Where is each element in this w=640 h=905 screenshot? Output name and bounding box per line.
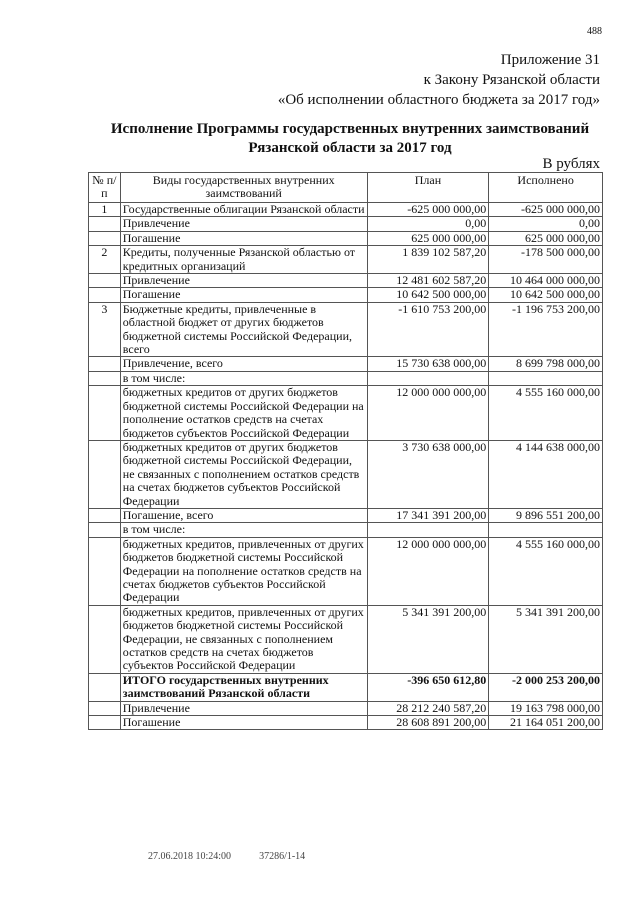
cell-executed: 4 144 638 000,00 — [489, 440, 603, 508]
cell-plan: 28 608 891 200,00 — [367, 716, 489, 730]
cell-number — [89, 217, 121, 231]
cell-type: Государственные облигации Рязанской области — [120, 203, 367, 217]
page-number: 488 — [587, 26, 602, 37]
appendix-line-3: «Об исполнении областного бюджета за 2017 год» — [277, 92, 600, 108]
cell-type: Бюджетные кредиты, привлеченные в областной бюджет от других бюджетов бюджетной системы Российской Федерации, всего — [120, 302, 367, 357]
cell-plan: 15 730 638 000,00 — [367, 357, 489, 371]
table-row — [89, 605, 603, 673]
footer-timestamp: 27.06.2018 10:24:00 — [148, 851, 232, 862]
cell-plan: -396 650 612,80 — [367, 673, 489, 701]
cell-number: 2 — [89, 246, 121, 274]
cell-plan: 3 730 638 000,00 — [367, 440, 489, 508]
appendix-line-1: Приложение 31 — [500, 52, 600, 68]
cell-type: бюджетных кредитов от других бюджетов бюджетной системы Российской Федерации на пополнение остатков средств на счетах бюджетов субъектов Российской Федерации — [120, 386, 367, 441]
cell-plan: -1 610 753 200,00 — [367, 302, 489, 357]
table-row — [89, 673, 603, 701]
cell-number — [89, 523, 121, 537]
cell-executed: -1 196 753 200,00 — [489, 302, 603, 357]
cell-plan: 0,00 — [367, 217, 489, 231]
table-row — [89, 231, 603, 245]
cell-number — [89, 508, 121, 522]
cell-executed: 10 642 500 000,00 — [489, 288, 603, 302]
table-row — [89, 203, 603, 217]
cell-type: бюджетных кредитов, привлеченных от других бюджетов бюджетной системы Российской Федерации на пополнение остатков средств на счетах бюджетов субъектов Российской Федерации — [120, 537, 367, 605]
cell-plan — [367, 371, 489, 385]
borrowing-table — [88, 172, 603, 730]
cell-plan: 12 000 000 000,00 — [367, 537, 489, 605]
footer — [148, 851, 305, 862]
cell-plan: 12 481 602 587,20 — [367, 274, 489, 288]
cell-number — [89, 357, 121, 371]
cell-plan: -625 000 000,00 — [367, 203, 489, 217]
table-row — [89, 371, 603, 385]
appendix-header — [278, 50, 600, 110]
document-title — [0, 120, 640, 158]
appendix-line-2: к Закону Рязанской области — [423, 72, 600, 88]
cell-plan: 12 000 000 000,00 — [367, 386, 489, 441]
cell-executed: 9 896 551 200,00 — [489, 508, 603, 522]
header-plan: План — [367, 173, 489, 203]
cell-executed: 4 555 160 000,00 — [489, 537, 603, 605]
cell-type: Привлечение — [120, 701, 367, 715]
cell-number — [89, 288, 121, 302]
cell-executed: 5 341 391 200,00 — [489, 605, 603, 673]
cell-number — [89, 440, 121, 508]
cell-executed: -178 500 000,00 — [489, 246, 603, 274]
cell-type: Привлечение, всего — [120, 357, 367, 371]
cell-executed — [489, 371, 603, 385]
cell-plan: 28 212 240 587,20 — [367, 701, 489, 715]
cell-plan: 17 341 391 200,00 — [367, 508, 489, 522]
cell-type: Погашение — [120, 231, 367, 245]
table-row — [89, 537, 603, 605]
cell-executed: 0,00 — [489, 217, 603, 231]
table-row — [89, 386, 603, 441]
currency-note: В рублях — [542, 156, 600, 172]
cell-executed: 625 000 000,00 — [489, 231, 603, 245]
cell-executed: -625 000 000,00 — [489, 203, 603, 217]
cell-executed: 8 699 798 000,00 — [489, 357, 603, 371]
cell-number — [89, 371, 121, 385]
title-line-1: Исполнение Программы государственных внутренних заимствований — [110, 121, 590, 137]
cell-type: в том числе: — [120, 371, 367, 385]
cell-type: Погашение, всего — [120, 508, 367, 522]
header-executed: Исполнено — [489, 173, 603, 203]
cell-number: 3 — [89, 302, 121, 357]
table-row — [89, 274, 603, 288]
cell-plan: 5 341 391 200,00 — [367, 605, 489, 673]
cell-plan: 625 000 000,00 — [367, 231, 489, 245]
cell-executed: 4 555 160 000,00 — [489, 386, 603, 441]
cell-executed: -2 000 253 200,00 — [489, 673, 603, 701]
cell-type: бюджетных кредитов, привлеченных от других бюджетов бюджетной системы Российской Федерации, не связанных с пополнением остатков средств на счетах бюджетов субъектов Российской Федерации — [120, 605, 367, 673]
cell-executed — [489, 523, 603, 537]
cell-type: Привлечение — [120, 217, 367, 231]
table-row — [89, 217, 603, 231]
cell-executed: 21 164 051 200,00 — [489, 716, 603, 730]
table-row — [89, 357, 603, 371]
table-row — [89, 508, 603, 522]
cell-type: Кредиты, полученные Рязанской областью от кредитных организаций — [120, 246, 367, 274]
cell-executed: 19 163 798 000,00 — [489, 701, 603, 715]
cell-number — [89, 386, 121, 441]
cell-type: бюджетных кредитов от других бюджетов бюджетной системы Российской Федерации, не связанных с пополнением остатков средств на счетах бюджетов субъектов Российской Федерации — [120, 440, 367, 508]
table-header-row — [89, 173, 603, 203]
cell-type: в том числе: — [120, 523, 367, 537]
header-type: Виды государственных внутренних заимствований — [120, 173, 367, 203]
cell-number — [89, 537, 121, 605]
table-body — [89, 203, 603, 730]
cell-plan — [367, 523, 489, 537]
cell-type: Привлечение — [120, 274, 367, 288]
cell-number — [89, 701, 121, 715]
cell-number — [89, 274, 121, 288]
table-row — [89, 246, 603, 274]
cell-plan: 10 642 500 000,00 — [367, 288, 489, 302]
cell-number — [89, 716, 121, 730]
table-row — [89, 440, 603, 508]
table-row — [89, 701, 603, 715]
cell-type: Погашение — [120, 716, 367, 730]
cell-number — [89, 605, 121, 673]
header-number: № п/п — [89, 173, 121, 203]
cell-number: 1 — [89, 203, 121, 217]
title-line-2: Рязанской области за 2017 год — [248, 140, 452, 156]
cell-executed: 10 464 000 000,00 — [489, 274, 603, 288]
cell-plan: 1 839 102 587,20 — [367, 246, 489, 274]
table-row — [89, 523, 603, 537]
cell-type: ИТОГО государственных внутренних заимствований Рязанской области — [120, 673, 367, 701]
cell-type: Погашение — [120, 288, 367, 302]
cell-number — [89, 673, 121, 701]
cell-number — [89, 231, 121, 245]
table-row — [89, 716, 603, 730]
table-row — [89, 288, 603, 302]
table-row — [89, 302, 603, 357]
footer-doc-id: 37286/1-14 — [259, 851, 306, 862]
